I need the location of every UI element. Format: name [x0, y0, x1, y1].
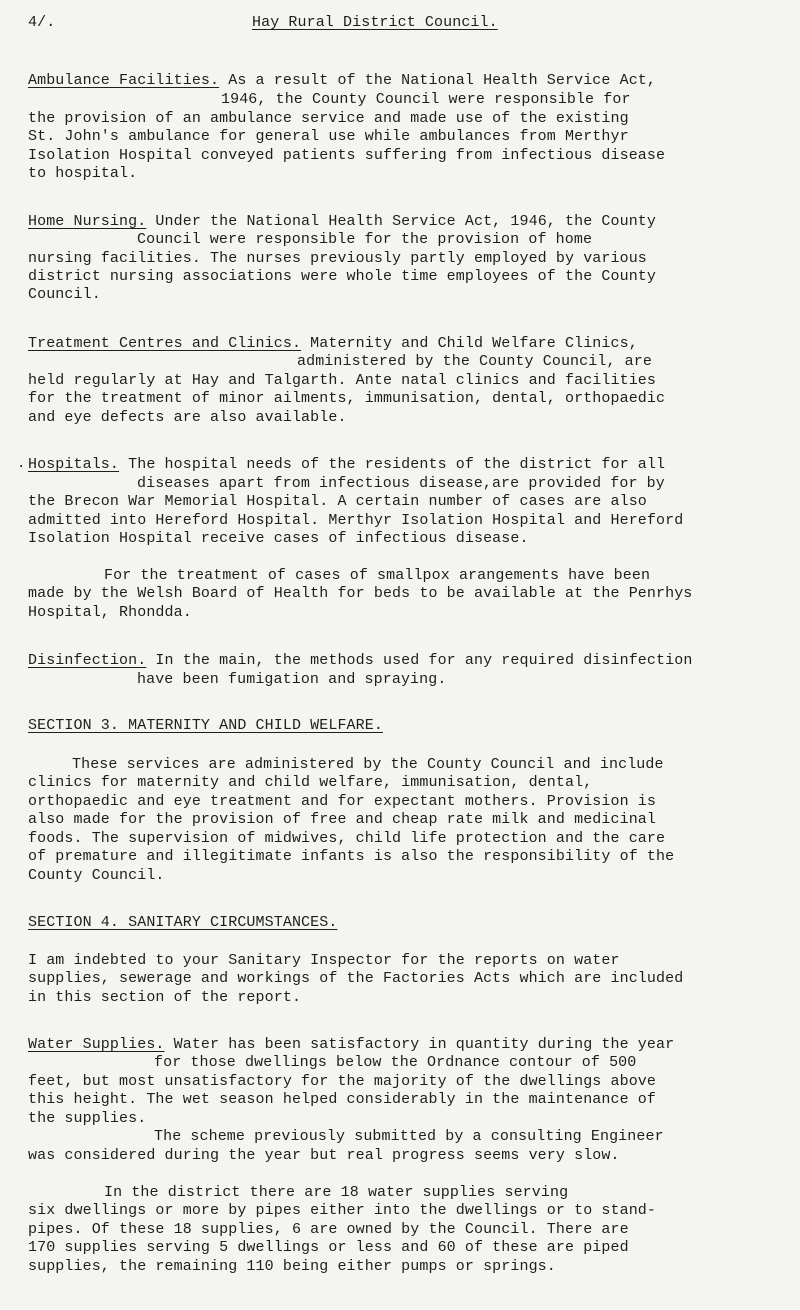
ambulance-text: As a result of the National Health Service Act, [219, 72, 657, 89]
hospitals-line-3: the Brecon War Memorial Hospital. A certain number of cases are also [28, 493, 647, 510]
treatment-line-3: held regularly at Hay and Talgarth. Ante natal clinics and facilities [28, 372, 657, 389]
section-4-line-3: in this section of the report. [28, 989, 302, 1006]
section-4-line-2: supplies, sewerage and workings of the Factories Acts which are included [28, 970, 684, 987]
disinfection-heading: Disinfection. [28, 652, 147, 669]
section-4-heading: SECTION 4. SANITARY CIRCUMSTANCES. [28, 914, 338, 931]
home-nursing-line-2: Council were responsible for the provision of home [137, 231, 593, 248]
ambulance-line-5: Isolation Hospital conveyed patients suffering from infectious disease [28, 147, 666, 164]
ambulance-line-4: St. John's ambulance for general use while ambulances from Merthyr [28, 128, 629, 145]
hospitals-line-5: Isolation Hospital receive cases of infectious disease. [28, 530, 529, 547]
water-line-6: The scheme previously submitted by a consulting Engineer [154, 1128, 664, 1145]
water-line-4: this height. The wet season helped considerably in the maintenance of [28, 1091, 657, 1108]
water-p2-line-4: 170 supplies serving 5 dwellings or less and 60 of these are piped [28, 1239, 629, 1256]
disinfection-line-2: have been fumigation and spraying. [137, 671, 447, 688]
treatment-text: Maternity and Child Welfare Clinics, [301, 335, 638, 352]
water-p2-line-1: In the district there are 18 water supplies serving [104, 1184, 569, 1201]
water-line-1 [28, 1036, 674, 1054]
section-3-line-4: also made for the provision of free and cheap rate milk and medicinal [28, 811, 657, 828]
hospitals-line-4: admitted into Hereford Hospital. Merthyr Isolation Hospital and Hereford [28, 512, 684, 529]
section-4-line-1: I am indebted to your Sanitary Inspector for the reports on water [28, 952, 620, 969]
hospitals-text: The hospital needs of the residents of the district for all [119, 456, 666, 473]
treatment-heading: Treatment Centres and Clinics. [28, 335, 302, 352]
hospitals-p2-line-3: Hospital, Rhondda. [28, 604, 192, 621]
section-3-heading: SECTION 3. MATERNITY AND CHILD WELFARE. [28, 717, 383, 734]
section-3-line-3: orthopaedic and eye treatment and for expectant mothers. Provision is [28, 793, 657, 810]
ambulance-line-1 [28, 72, 656, 90]
water-p2-line-5: supplies, the remaining 110 being either pumps or springs. [28, 1258, 556, 1275]
home-nursing-line-5: Council. [28, 286, 101, 303]
section-3-line-6: of premature and illegitimate infants is also the responsibility of the [28, 848, 675, 865]
home-nursing-line-1 [28, 213, 656, 231]
ambulance-heading: Ambulance Facilities. [28, 72, 220, 89]
ambulance-line-6: to hospital. [28, 165, 138, 182]
water-line-5: the supplies. [28, 1110, 147, 1127]
water-line-3: feet, but most unsatisfactory for the majority of the dwellings above [28, 1073, 657, 1090]
hospitals-line-1 [28, 456, 665, 474]
treatment-line-2: administered by the County Council, are [297, 353, 652, 370]
treatment-line-5: and eye defects are also available. [28, 409, 347, 426]
hospitals-p2-line-2: made by the Welsh Board of Health for beds to be available at the Penrhys [28, 585, 693, 602]
water-text: Water has been satisfactory in quantity during the year [164, 1036, 675, 1053]
section-3-line-5: foods. The supervision of midwives, child life protection and the care [28, 830, 666, 847]
page-number: 4/. [28, 14, 56, 31]
ambulance-line-2: 1946, the County Council were responsible for [221, 91, 631, 108]
water-heading: Water Supplies. [28, 1036, 165, 1053]
disinfection-text: In the main, the methods used for any required disinfection [146, 652, 693, 669]
home-nursing-text: Under the National Health Service Act, 1946, the County [146, 213, 657, 230]
water-line-2: for those dwellings below the Ordnance contour of 500 [154, 1054, 637, 1071]
hospitals-p2-line-1: For the treatment of cases of smallpox arangements have been [104, 567, 651, 584]
margin-dot-mark: · [17, 459, 26, 475]
home-nursing-heading: Home Nursing. [28, 213, 147, 230]
treatment-line-1 [28, 335, 638, 353]
section-3-line-1: These services are administered by the County Council and include [72, 756, 664, 773]
water-p2-line-2: six dwellings or more by pipes either into the dwellings or to stand- [28, 1202, 657, 1219]
treatment-line-4: for the treatment of minor ailments, immunisation, dental, orthopaedic [28, 390, 666, 407]
disinfection-line-1 [28, 652, 692, 670]
home-nursing-line-3: nursing facilities. The nurses previously partly employed by various [28, 250, 647, 267]
water-p2-line-3: pipes. Of these 18 supplies, 6 are owned by the Council. There are [28, 1221, 629, 1238]
hospitals-line-2: diseases apart from infectious disease,are provided for by [137, 475, 665, 492]
water-line-7: was considered during the year but real progress seems very slow. [28, 1147, 620, 1164]
council-title: Hay Rural District Council. [252, 14, 498, 31]
section-3-line-7: County Council. [28, 867, 165, 884]
hospitals-heading: Hospitals. [28, 456, 120, 473]
section-3-line-2: clinics for maternity and child welfare, immunisation, dental, [28, 774, 593, 791]
home-nursing-line-4: district nursing associations were whole time employees of the County [28, 268, 657, 285]
ambulance-line-3: the provision of an ambulance service and made use of the existing [28, 110, 629, 127]
